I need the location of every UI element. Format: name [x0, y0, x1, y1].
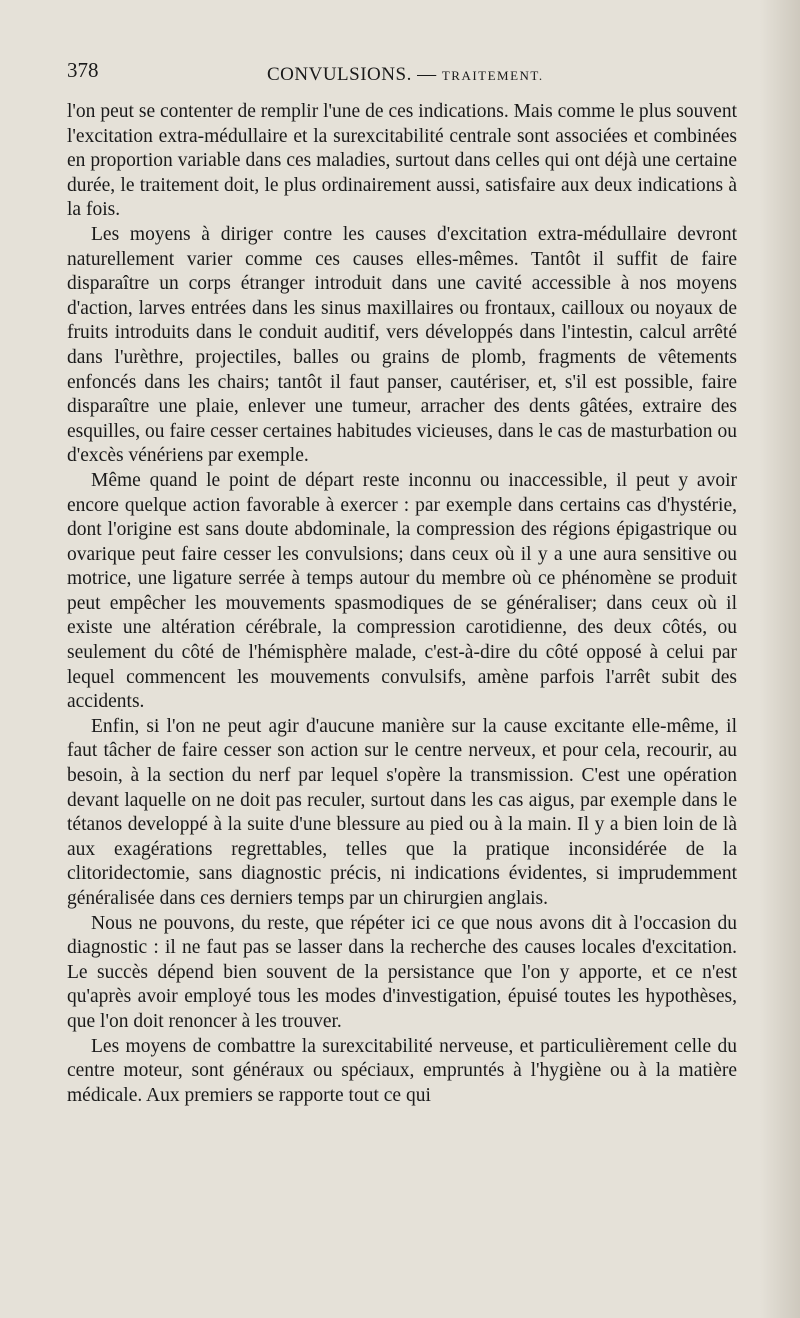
running-title-section: TRAITEMENT. [441, 68, 544, 83]
running-head [67, 58, 737, 92]
paragraph-persistence: Nous ne pouvons, du reste, que répéter ici ce que nous avons dit à l'occasion du diagnostic : il ne faut pas se lasser dans la recherche des causes locales d'excitation. Le succès dépend bien souvent de la persistance que l'on y apporte, et ce n'est qu'après avoir employé tous les modes d'investigation, épuisé toutes les hypothèses, que l'on doit renoncer à les trouver. [67, 912, 737, 1032]
running-title-main: CONVULSIONS. — [267, 64, 442, 85]
paragraph-extra-medullary-causes: Les moyens à diriger contre les causes d'excitation extra-médullaire devront naturellement varier comme ces causes elles-mêmes. Tantôt il suffit de faire disparaître un corps étranger introduit dans une cavité accessible à nos moyens d'action, larves entrées dans les sinus maxillaires ou frontaux, cailloux ou noyaux de fruits introduits dans le conduit auditif, vers développés dans l'intestin, calcul arrêté dans l'urèthre, projectiles, balles ou grains de plomb, fragments de vêtements enfoncés dans les chairs; tantôt il faut panser, cautériser, et, s'il est possible, faire disparaître une plaie, enlever une tumeur, arracher des dents gâtées, extraire des esquilles, ou faire cesser certaines habitudes vicieuses, dans le cas de masturbation ou d'excès vénériens par exemple. [67, 223, 737, 467]
paragraph-continuation: l'on peut se contenter de remplir l'une de ces indications. Mais comme le plus souvent l'excitation extra-médullaire et la surexcitabilité centrale sont associées et combinées en proportion variable dans ces maladies, surtout dans celles qui ont déjà une certaine durée, le traitement doit, le plus ordinairement aussi, satisfaire aux deux indications à la fois. [67, 101, 737, 221]
paragraph-surexcitability: Les moyens de combattre la surexcitabilité nerveuse, et particulièrement celle du centre moteur, sont généraux ou spéciaux, empruntés à l'hygiène ou à la matière médicale. Aux premiers se rapporte tout ce qui [67, 1035, 737, 1106]
body-text [67, 100, 737, 1108]
paragraph-nerve-section: Enfin, si l'on ne peut agir d'aucune manière sur la cause excitante elle-même, il faut tâcher de faire cesser son action sur le centre nerveux, et pour cela, recourir, au besoin, à la section du nerf par lequel s'opère la transmission. C'est une opération devant laquelle on ne doit pas reculer, surtout dans les cas aigus, par exemple dans le tétanos developpé à la suite d'une blessure au pied ou à la main. Il y a bien loin de là aux exagérations regrettables, telles que la pratique inconsidérée de la clitoridectomie, sans diagnostic précis, ni indications évidentes, si imprudemment généralisée dans ces derniers temps par un chirurgien anglais. [67, 715, 737, 909]
page-number: 378 [67, 58, 99, 82]
running-title [267, 64, 544, 86]
paragraph-unknown-origin: Même quand le point de départ reste inconnu ou inaccessible, il peut y avoir encore quelque action favorable à exercer : par exemple dans certains cas d'hystérie, dont l'origine est sans doute abdominale, la compression des régions épigastrique ou ovarique peut faire cesser les convulsions; dans ceux où il y a une aura sensitive ou motrice, une ligature serrée à temps autour du membre où ce phénomène se produit peut empêcher les mouvements spasmodiques de se généraliser; dans ceux où il existe une altération cérébrale, la compression carotidienne, des deux côtés, ou seulement du côté de l'hémisphère malade, c'est-à-dire du côté opposé à celui par lequel commencent les mouvements convulsifs, amène parfois l'arrêt subit des accidents. [67, 469, 737, 713]
